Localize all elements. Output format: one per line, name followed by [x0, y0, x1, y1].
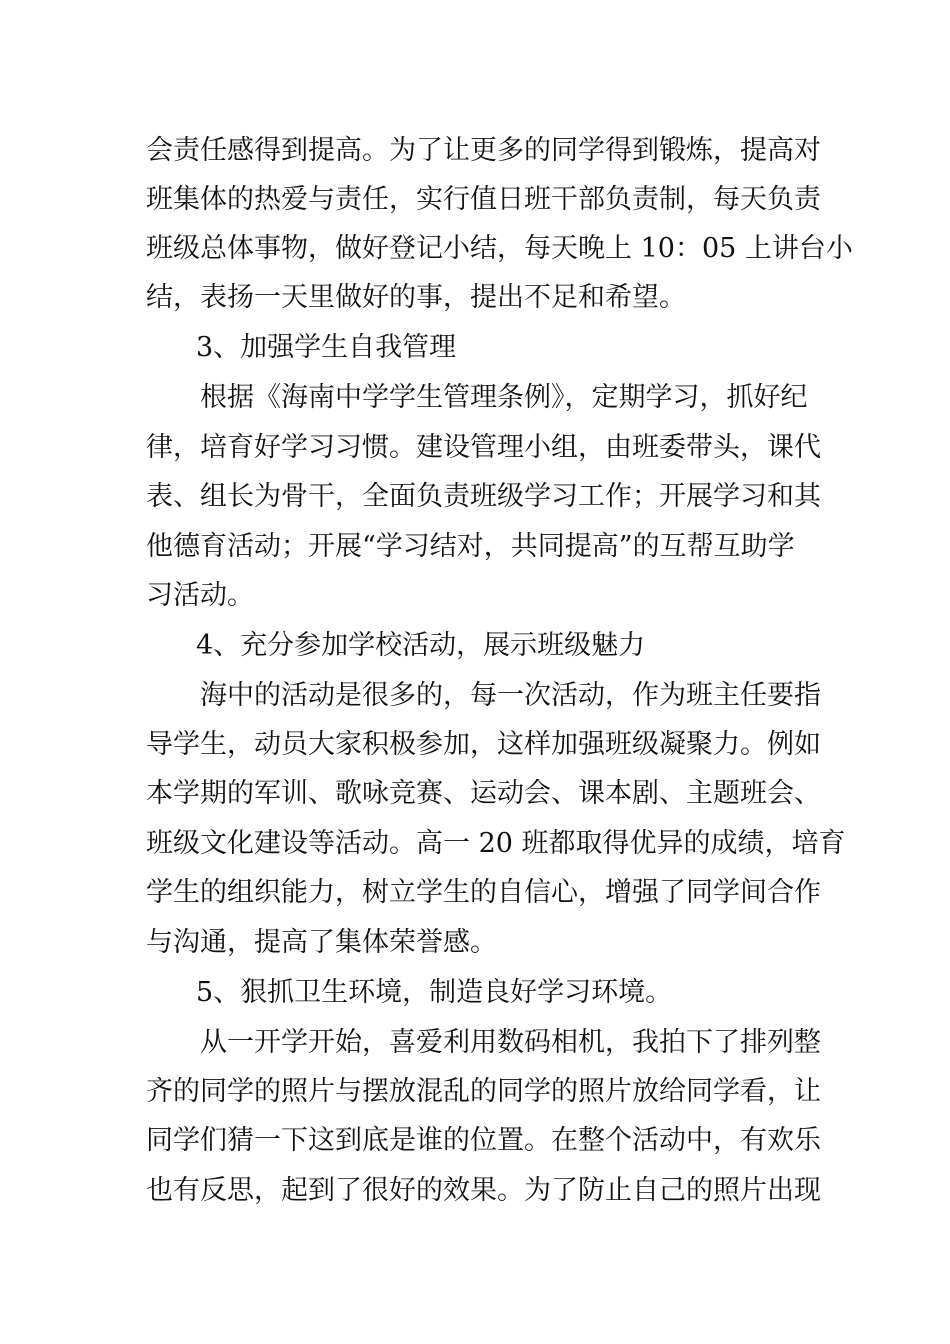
- paragraph-line: 学生的组织能力，树立学生的自信心，增强了同学间合作: [146, 877, 821, 908]
- paragraph-line: 结，表扬一天里做好的事，提出不足和希望。: [146, 282, 686, 313]
- paragraph-line: 从一开学开始，喜爱利用数码相机，我拍下了排列整: [200, 1027, 821, 1058]
- paragraph-line: 会责任感得到提高。为了让更多的同学得到锻炼，提高对: [146, 135, 821, 166]
- paragraph-line: 班级总体事物，做好登记小结，每天晚上 10：05 上讲台小: [146, 233, 853, 264]
- paragraph-line: 齐的同学的照片与摆放混乱的同学的照片放给同学看，让: [146, 1076, 821, 1107]
- paragraph-line: 律，培育好学习习惯。建设管理小组，由班委带头，课代: [146, 432, 821, 463]
- paragraph-line: 班集体的热爱与责任，实行值日班干部负责制，每天负责: [146, 184, 821, 215]
- paragraph-line: 表、组长为骨干，全面负责班级学习工作；开展学习和其: [146, 481, 821, 512]
- section-heading: 4、充分参加学校活动，展示班级魅力: [196, 630, 646, 661]
- section-heading: 3、加强学生自我管理: [196, 332, 457, 363]
- paragraph-line: 他德育活动；开展“学习结对，共同提高”的互帮互助学: [146, 531, 795, 562]
- paragraph-line: 与沟通，提高了集体荣誉感。: [146, 927, 497, 958]
- paragraph-line: 根据《海南中学学生管理条例》，定期学习，抓好纪: [200, 382, 808, 413]
- section-heading: 5、狠抓卫生环境，制造良好学习环境。: [196, 977, 673, 1008]
- paragraph-line: 导学生，动员大家积极参加，这样加强班级凝聚力。例如: [146, 729, 821, 760]
- paragraph-line: 也有反思，起到了很好的效果。为了防止自己的照片出现: [146, 1175, 821, 1206]
- paragraph-line: 习活动。: [146, 580, 254, 611]
- paragraph-line: 海中的活动是很多的，每一次活动，作为班主任要指: [200, 680, 821, 711]
- paragraph-line: 本学期的军训、歌咏竞赛、运动会、课本剧、主题班会、: [146, 778, 821, 809]
- paragraph-line: 同学们猜一下这到底是谁的位置。在整个活动中，有欢乐: [146, 1125, 821, 1156]
- paragraph-line: 班级文化建设等活动。高一 20 班都取得优异的成绩，培育: [146, 828, 846, 859]
